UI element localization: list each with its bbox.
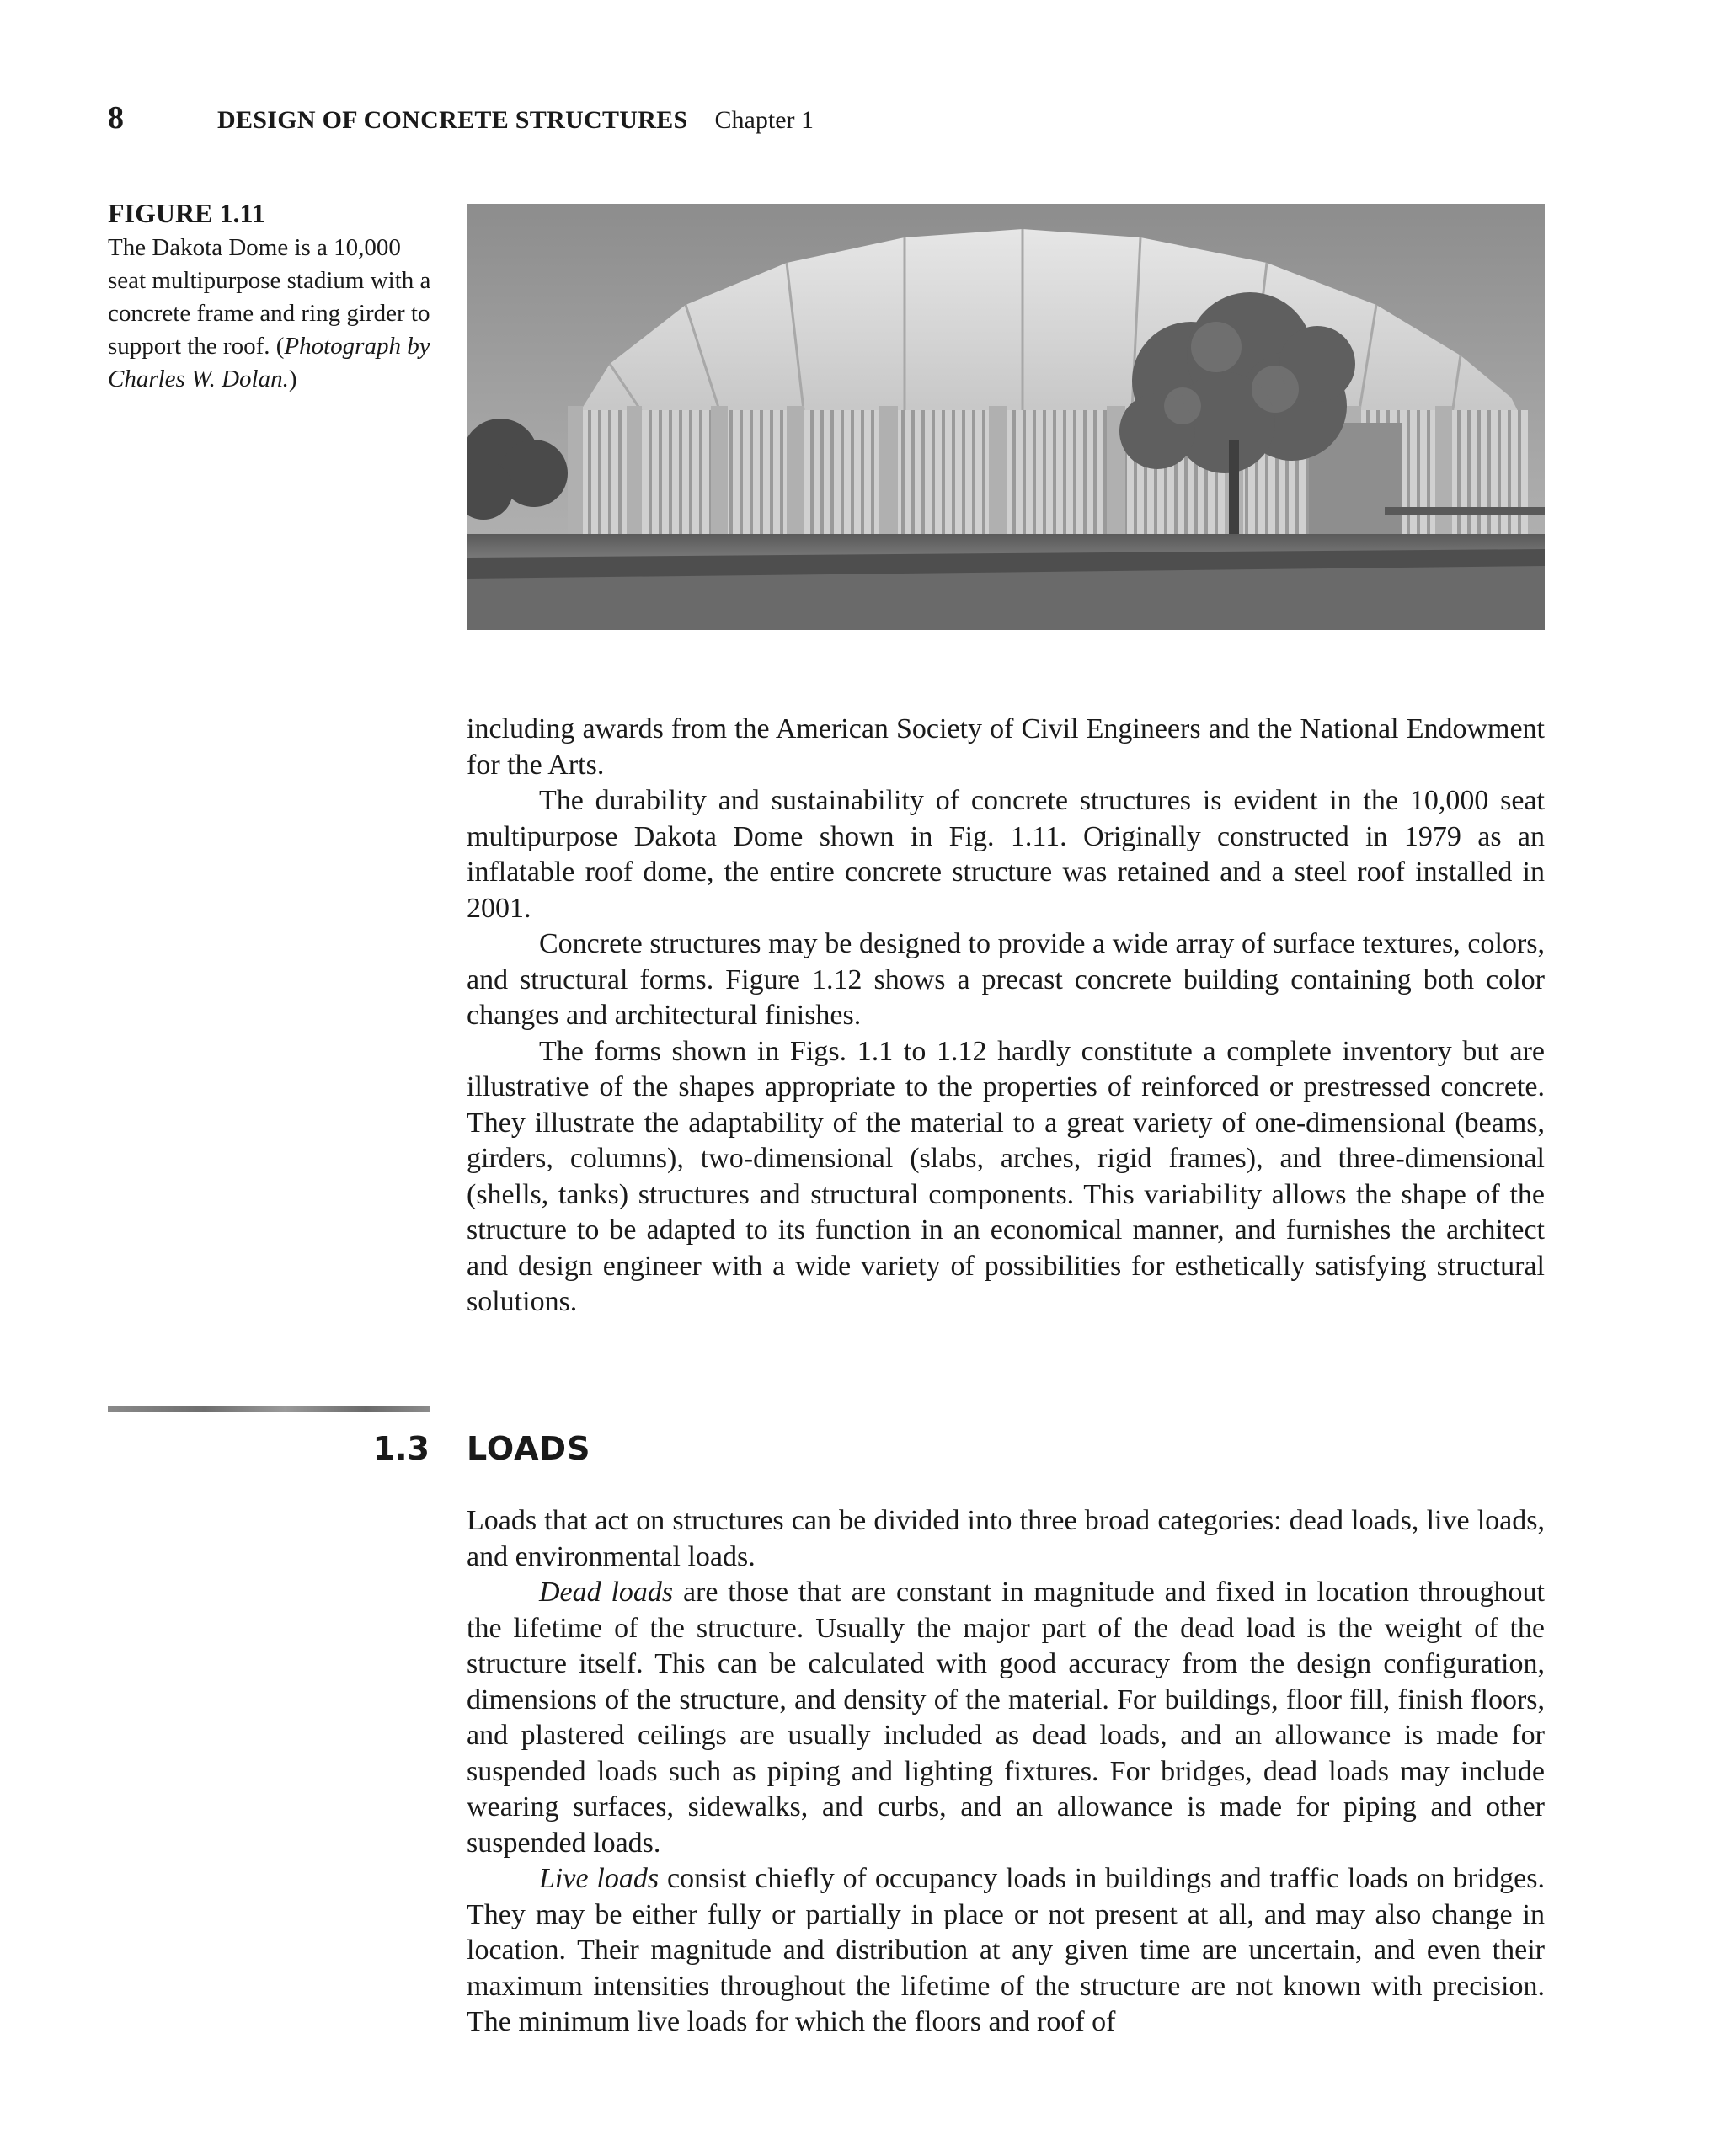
paragraph bbox=[467, 1861, 1545, 2041]
paragraph: including awards from the American Society of Civil Engineers and the National Endowment for the Arts. bbox=[467, 713, 1545, 781]
figure-caption bbox=[108, 197, 445, 396]
term-dead-loads: Dead loads bbox=[539, 1577, 674, 1608]
chapter-label: Chapter 1 bbox=[714, 106, 814, 134]
term-live-loads: Live loads bbox=[539, 1863, 660, 1894]
caption-end: ) bbox=[288, 366, 297, 392]
paragraph: The durability and sustainability of concrete structures is evident in the 10,000 seat multipurpose Dakota Dome shown in Fig. 1.11. Originally constructed in 1979 as an inflatable roof dome, the entire concrete structure was retained and a steel roof installed in 2001. bbox=[467, 785, 1545, 924]
body-text-top bbox=[467, 712, 1545, 1321]
paragraph-text: are those that are constant in magnitude and fixed in location throughout the lifetime of the structure. Usually the major part of the dead load is the weight of the structure itself. This can be calculated with good accuracy from the design configuration, dimensions of the structure, and density of the material. For buildings, floor fill, finish floors, and plastered ceilings are usually included as dead loads, and an allowance is made for suspended loads such as piping and lighting fixtures. For bridges, dead loads may include wearing surfaces, sidewalks, and curbs, and an allowance is made for piping and other suspended loads. bbox=[467, 1577, 1545, 1859]
section-number: 1.3 bbox=[372, 1430, 430, 1467]
body-text-bottom bbox=[467, 1503, 1545, 2041]
dome-photo-illustration bbox=[467, 204, 1545, 630]
figure-label: FIGURE 1.11 bbox=[108, 198, 265, 228]
section-heading bbox=[0, 1423, 1725, 1474]
photo-credit: Photograph by Charles W. Dolan. bbox=[108, 333, 430, 392]
paragraph bbox=[467, 1575, 1545, 1861]
dakota-dome-photo bbox=[467, 204, 1545, 630]
section-title: LOADS bbox=[467, 1430, 591, 1467]
running-header bbox=[108, 99, 814, 141]
paragraph: Concrete structures may be designed to provide a wide array of surface textures, colors, and structural forms. Figure 1.12 shows a precast concrete building containing both color changes and architectural finishes. bbox=[467, 928, 1545, 1031]
paragraph: Loads that act on structures can be divided into three broad categories: dead loads, live loads, and environmental loads. bbox=[467, 1505, 1545, 1572]
caption-text: The Dakota Dome is a 10,000 seat multipurpose stadium with a concrete frame and ring girder to support the roof. ( bbox=[108, 234, 431, 360]
paragraph-text: consist chiefly of occupancy loads in buildings and traffic loads on bridges. They may be either fully or partially in place or not present at all, and may also change in location. Their magnitude and distribution at any given time are uncertain, and even their maximum intensities throughout the lifetime of the structure are not known with precision. The minimum live loads for which the floors and roof of bbox=[467, 1863, 1545, 2037]
page-number: 8 bbox=[108, 100, 124, 136]
book-title: DESIGN OF CONCRETE STRUCTURES bbox=[217, 106, 688, 134]
paragraph: The forms shown in Figs. 1.1 to 1.12 hardly constitute a complete inventory but are illustrative of the shapes appropriate to the properties of reinforced or prestressed concrete. They illustrate the adaptability of the material to a great variety of one-dimensional (beams, girders, columns), two-dimensional (slabs, arches, rigid frames), and three-dimensional (shells, tanks) structures and structural components. This variability allows the shape of the structure to be adapted to its function in an economical manner, and furnishes the architect and design engineer with a wide variety of possibilities for esthetically satisfying structural solutions. bbox=[467, 1035, 1545, 1317]
section-rule bbox=[108, 1406, 430, 1412]
